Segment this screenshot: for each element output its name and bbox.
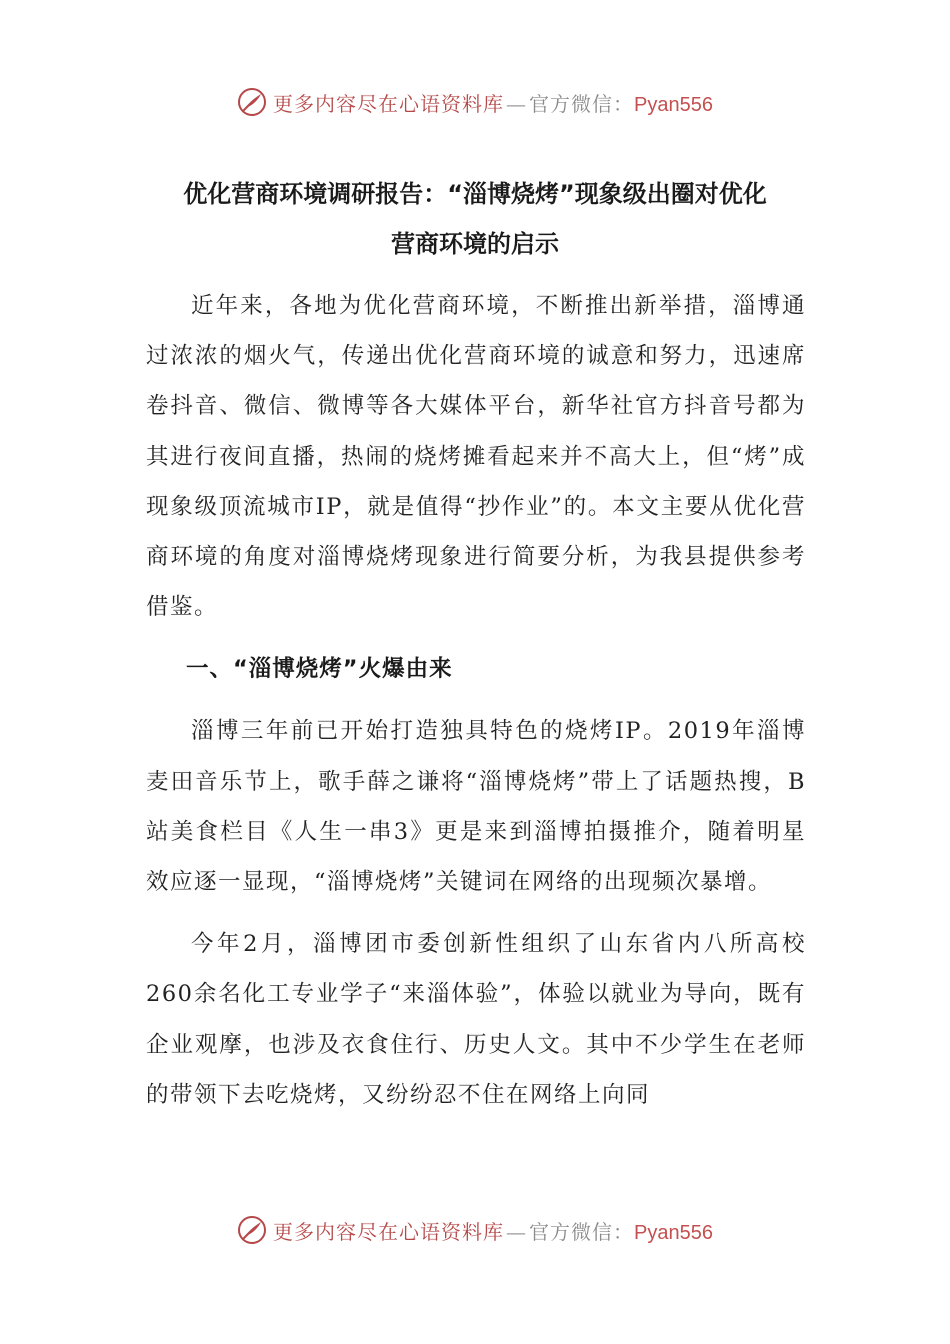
header-watermark-banner bbox=[0, 82, 950, 122]
banner-brand-text: 更多内容尽在心语资料库 bbox=[273, 1219, 505, 1244]
banner-separator: — bbox=[506, 1219, 528, 1244]
section1-paragraph-1: 淄博三年前已开始打造独具特色的烧烤IP。2019年淄博麦田音乐节上，歌手薛之谦将“淄博烧烤”带上了话题热搜，B站美食栏目《人生一串3》更是来到淄博拍摄推介，随着明星效应逐一显现，“淄博烧烤”关键词在网络的出现频次暴增。 bbox=[146, 718, 806, 896]
spacer bbox=[146, 907, 806, 919]
banner-text bbox=[273, 1216, 713, 1245]
spacer bbox=[146, 632, 806, 644]
quill-pen-logo-icon bbox=[237, 87, 267, 117]
document-title-line-2: 营商环境的启示 bbox=[391, 230, 559, 258]
banner-text bbox=[273, 88, 713, 117]
banner-wechat-id: Pyan556 bbox=[634, 93, 713, 116]
quill-pen-logo-icon bbox=[237, 1215, 267, 1245]
banner-wechat-label: 官方微信： bbox=[529, 1219, 635, 1244]
document-body bbox=[146, 281, 806, 1120]
banner-wechat-id: Pyan556 bbox=[634, 1221, 713, 1244]
intro-paragraph: 近年来，各地为优化营商环境，不断推出新举措，淄博通过浓浓的烟火气，传递出优化营商环境的诚意和努力，迅速席卷抖音、微信、微博等各大媒体平台，新华社官方抖音号都为其进行夜间直播，热闹的烧烤摊看起来并不高大上，但“烤”成现象级顶流城市IP，就是值得“抄作业”的。本文主要从优化营商环境的角度对淄博烧烤现象进行简要分析，为我县提供参考借鉴。 bbox=[146, 293, 806, 621]
footer-watermark-banner bbox=[0, 1210, 950, 1250]
banner-wechat-label: 官方微信： bbox=[529, 91, 635, 116]
banner-separator: — bbox=[506, 91, 528, 116]
spacer bbox=[146, 694, 806, 706]
banner-brand-text: 更多内容尽在心语资料库 bbox=[273, 91, 505, 116]
section1-paragraph-2: 今年2月，淄博团市委创新性组织了山东省内八所高校260余名化工专业学子“来淄体验”，体验以就业为导向，既有企业观摩，也涉及衣食住行、历史人文。其中不少学生在老师的带领下去吃烧烤，又纷纷忍不住在网络上向同 bbox=[146, 931, 806, 1108]
document-title-line-1: 优化营商环境调研报告：“淄博烧烤”现象级出圈对优化 bbox=[183, 180, 767, 208]
section-heading-1: 一、“淄博烧烤”火爆由来 bbox=[186, 656, 453, 683]
